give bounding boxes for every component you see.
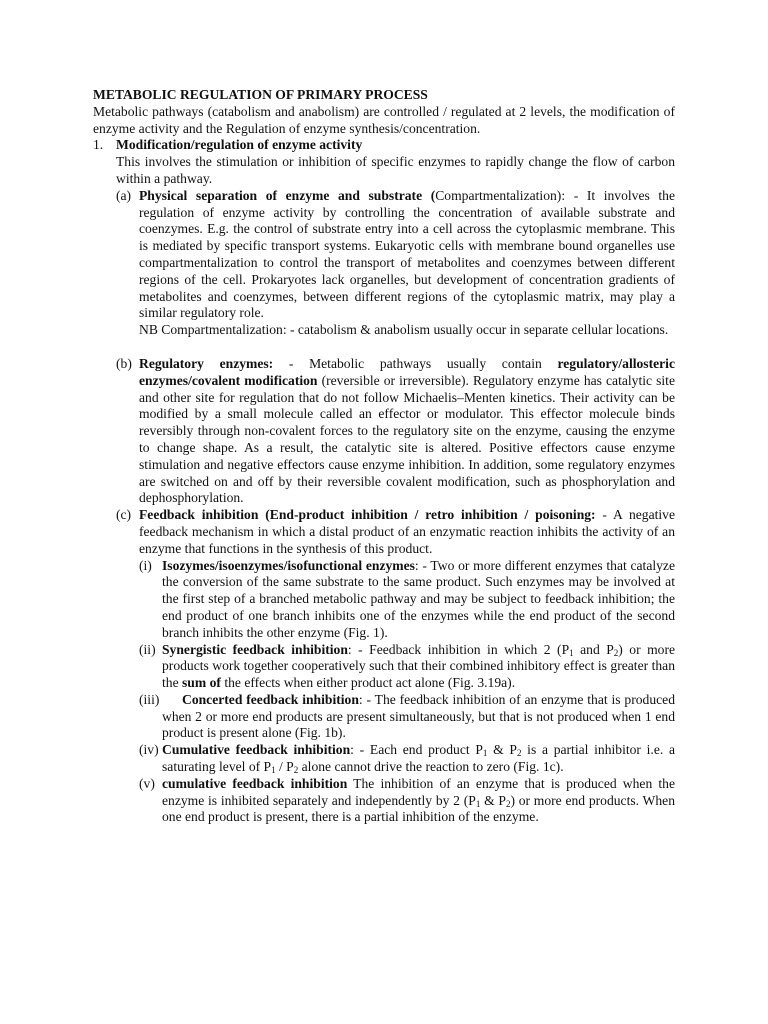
- item-c-v-paragraph: [162, 776, 675, 826]
- item-a-title-end: ):: [556, 187, 566, 203]
- item-b-label: (b): [116, 355, 132, 371]
- item-c-iii-label: (iii): [139, 691, 160, 707]
- item-c-iv-text5: alone cannot drive the reaction to zero (Fig. 1c).: [298, 759, 564, 775]
- subscript: 2: [613, 647, 619, 658]
- item-c-ii: [139, 642, 675, 692]
- item-c-i-label: (i): [139, 557, 152, 573]
- section-1-body: This involves the stimulation or inhibition of specific enzymes to rapidly change the flow of carbon within a pathway.: [116, 154, 675, 186]
- item-c-iv-text4: / P: [275, 759, 294, 775]
- item-c-iii-body: : - The feedback inhibition of an enzyme that is produced when 2 or more end products are present simultaneously, but that is not produced when 1 end product is present alone (Fig. 1b).: [162, 691, 675, 741]
- section-1: [93, 137, 675, 154]
- intro-paragraph: Metabolic pathways (catabolism and anabolism) are controlled / regulated at 2 levels, the modification of enzyme activity and the Regulation of enzyme synthesis/concentration.: [93, 103, 675, 136]
- item-c-paragraph: [139, 507, 675, 557]
- item-c-iii-paragraph: [162, 692, 675, 742]
- item-c-i-body: : - Two or more different enzymes that catalyze the conversion of the same substrate to the same product. Such enzymes may be involved at the first step of a branched metabolic pathway and may be subject to feedback inhibition; the end product of one branch inhibits one of the enzymes while the end product of the second branch inhibits the other enzyme (Fig. 1).: [162, 557, 675, 640]
- item-a-title: Physical separation of enzyme and substrate (: [139, 187, 436, 203]
- item-c-iv-text3: is a partial inhibitor i.e. a saturating level of P: [162, 742, 675, 775]
- item-c-iv-text2: & P: [487, 742, 517, 758]
- item-c-label: (c): [116, 507, 132, 523]
- document-heading: METABOLIC REGULATION OF PRIMARY PROCESS: [93, 87, 428, 102]
- item-c-v-text3: ) or more end products. When one end product is present, there is a partial inhibition of the enzyme.: [162, 792, 675, 825]
- section-1-number: 1.: [93, 137, 104, 153]
- item-c-ii-text4: the effects when either product act alone (Fig. 3.19a).: [220, 675, 516, 691]
- item-c-iv-label: (iv): [139, 742, 159, 758]
- item-c-ii-paragraph: [162, 642, 675, 692]
- item-c-i: [139, 558, 675, 642]
- item-c-iv-text1: : - Each end product P: [350, 742, 483, 758]
- subscript: 2: [505, 798, 511, 809]
- item-b-paragraph: [139, 356, 675, 507]
- item-c-iii-title: Concerted feedback inhibition: [182, 691, 359, 707]
- item-c-ii-title: Synergistic feedback inhibition: [162, 641, 348, 657]
- item-c-v-title: cumulative feedback inhibition: [162, 775, 348, 791]
- item-b-bold: regulatory/allosteric enzymes/covalent modification: [139, 355, 675, 388]
- item-c-iv: [139, 742, 675, 776]
- item-b-text1: - Metabolic pathways usually contain: [273, 355, 558, 371]
- subscript: 2: [293, 765, 299, 776]
- item-c-title: Feedback inhibition (End-product inhibition / retro inhibition / poisoning:: [139, 507, 596, 523]
- item-c-ii-text1: : - Feedback inhibition in which 2 (P: [347, 641, 570, 657]
- item-a-nb: NB Compartmentalization: - catabolism & anabolism usually occur in separate cellular locations.: [139, 322, 669, 338]
- item-b-text2: (reversible or irreversible). Regulatory enzyme has catalytic site and other site for regulation that do not follow Michaelis–Menten kinetics. Their activity can be modified by a small molecule called an effector or modulator. This effector molecule binds reversibly through non-covalent forces to the regulatory site on the enzyme, causing the enzyme to change shape. As a result, the catalytic site is altered. Positive effectors cause enzyme stimulation and negative effectors cause enzyme inhibition. In addition, some regulatory enzymes are switched on and off by their reversible covalent modification, such as phosphorylation and dephosphorylation.: [139, 372, 675, 506]
- section-1-title: Modification/regulation of enzyme activity: [116, 137, 363, 153]
- item-c: [116, 507, 675, 826]
- item-c-v: [139, 776, 675, 826]
- item-a-label: (a): [116, 187, 132, 203]
- spacer: [93, 339, 675, 356]
- subscript: 1: [482, 748, 488, 759]
- item-c-v-text2: & P: [480, 792, 506, 808]
- item-a-paragraph: [139, 188, 675, 322]
- item-c-ii-bold: sum of: [182, 675, 221, 691]
- item-a: [116, 188, 675, 339]
- item-c-ii-label: (ii): [139, 641, 156, 657]
- item-b: [116, 356, 675, 507]
- subscript: 1: [475, 798, 481, 809]
- subscript: 2: [516, 748, 522, 759]
- item-c-iv-title: Cumulative feedback inhibition: [162, 742, 351, 758]
- item-c-iv-paragraph: [162, 742, 675, 776]
- subscript: 1: [271, 765, 276, 776]
- item-c-v-text1: The inhibition of an enzyme that is produced when the enzyme is inhibited separately and independently by 2 (P: [162, 775, 675, 808]
- document-content: [93, 87, 675, 826]
- item-a-title-rest: Compartmentalization: [435, 187, 557, 203]
- item-c-i-paragraph: [162, 558, 675, 642]
- item-c-body: - A negative feedback mechanism in which a distal product of an enzymatic reaction inhibits the activity of an enzyme that functions in the synthesis of this product.: [139, 507, 675, 556]
- item-c-iii: [139, 692, 675, 742]
- item-a-body: - It involves the regulation of enzyme activity by controlling the concentration of available substrate and coenzymes. E.g. the control of substrate entry into a cell across the cytoplasmic membrane. This is mediated by specific transport systems. Eukaryotic cells with membrane bound organelles use compartmentalization to control the transport of metabolites and coenzymes between different regions of the cell. Prokaryotes lack organelles, but development of concentration gradients of metabolites and coenzymes, between different regions of the cytoplasmic matrix, may play a similar regulatory role.: [139, 187, 675, 321]
- item-c-v-label: (v): [139, 775, 155, 791]
- item-c-i-title: Isozymes/isoenzymes/isofunctional enzymes: [162, 557, 415, 573]
- item-b-title: Regulatory enzymes:: [139, 355, 274, 371]
- item-c-ii-text3: ) or more products work together cooperatively such that their combined inhibitory effect is greater than the: [162, 641, 676, 691]
- item-c-ii-text2: and P: [573, 641, 614, 657]
- subscript: 1: [569, 647, 574, 658]
